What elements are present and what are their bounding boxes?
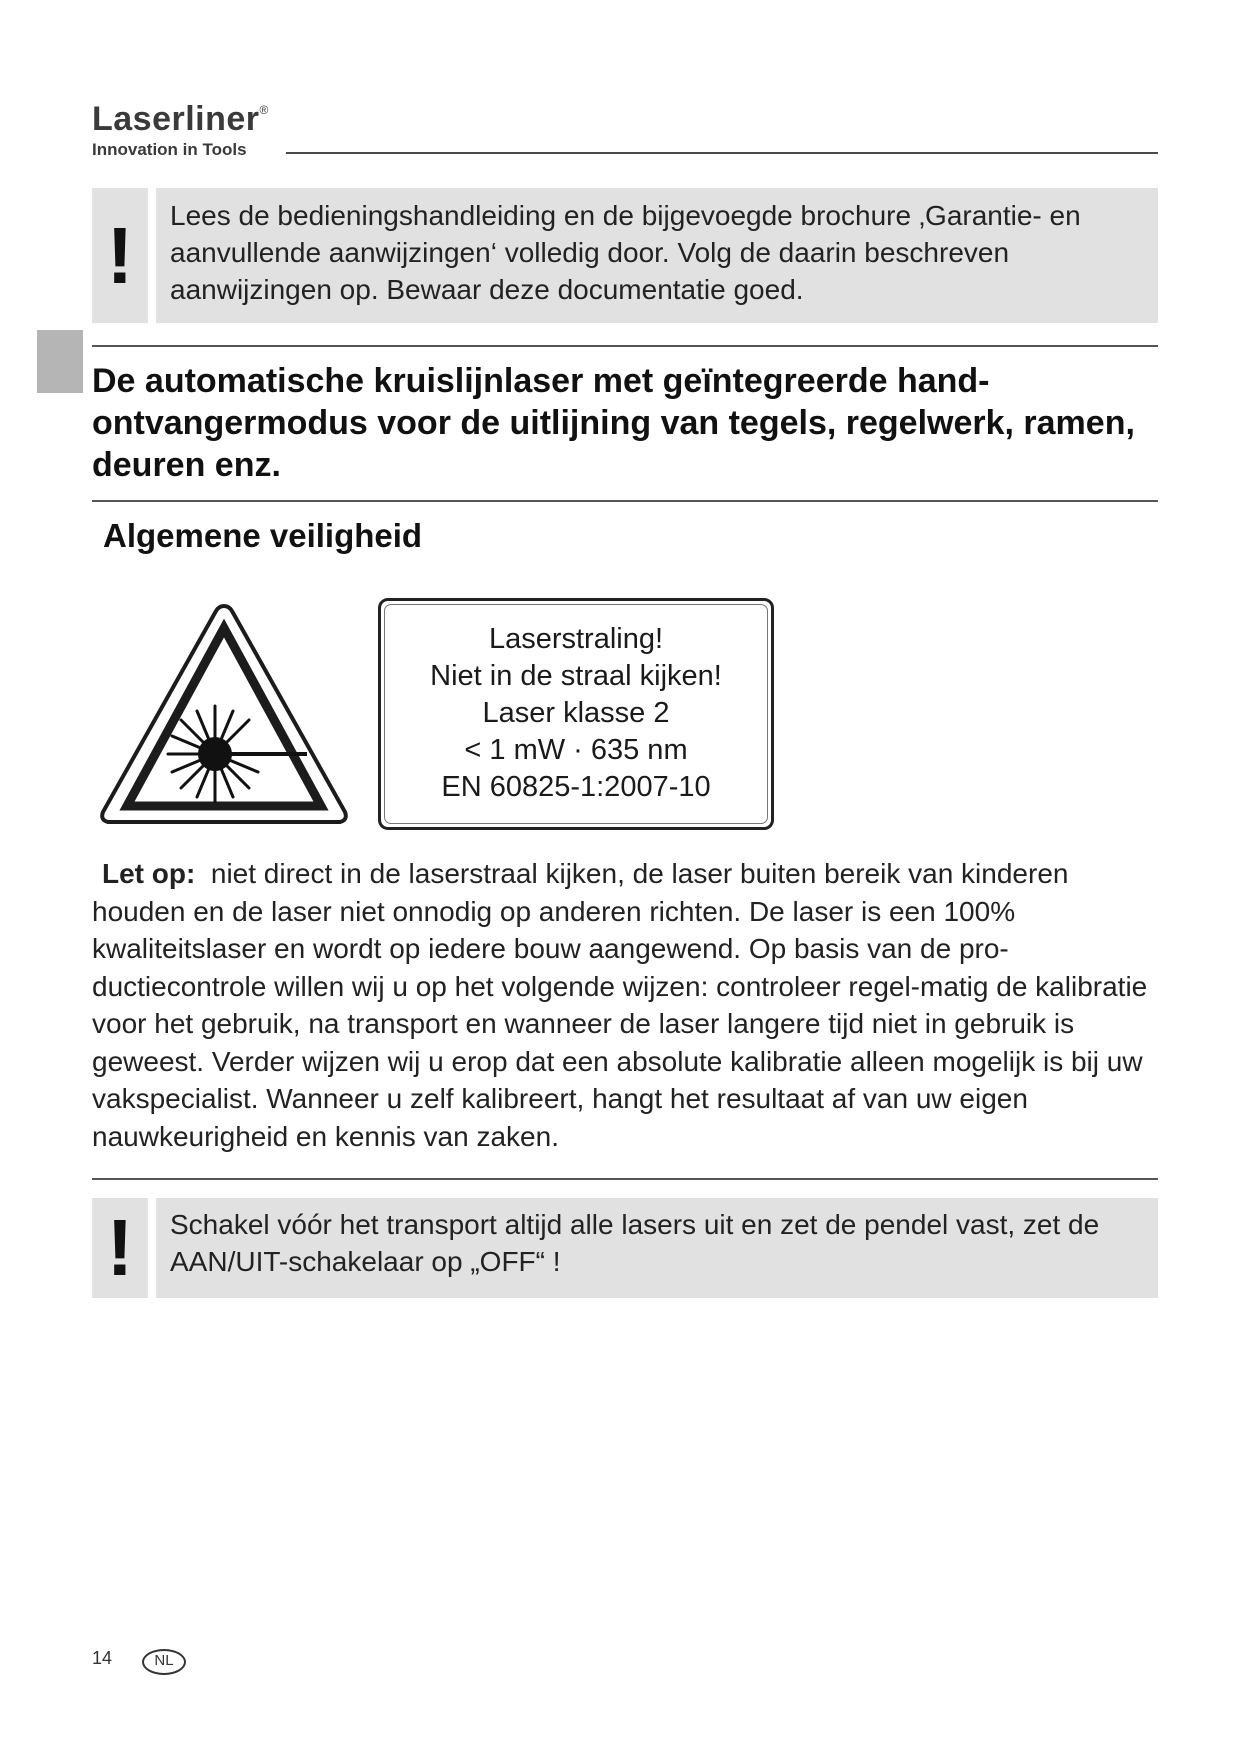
- notice-top-text: Lees de bedieningshandleiding en de bijgevoegde brochure ‚Garantie- en aanvullende aanwijzingen‘ volledig door. Volg de daarin beschreven aanwijzingen op. Bewaar deze documentatie goed.: [156, 188, 1158, 323]
- label-line: Laser klasse 2: [482, 697, 670, 729]
- section-heading: Algemene veiligheid: [103, 517, 423, 554]
- paragraph-lead: Let op:: [102, 858, 196, 889]
- header-divider: [286, 152, 1158, 154]
- label-line: EN 60825-1:2007-10: [441, 771, 711, 803]
- section-tab-marker: [37, 330, 83, 393]
- page-title: De automatische kruislijnlaser met geïntegreerde hand- ontvangermodus voor de uitlijning van tegels, regelwerk, ramen, deuren enz.: [92, 362, 1135, 484]
- divider: [92, 500, 1158, 502]
- paragraph-text: niet direct in de laserstraal kijken, de laser buiten bereik van kinderen houden en de laser niet onnodig op anderen richten. De laser is een 100% kwaliteitslaser en wordt op iedere bouw aangewend. Op basis van de pro-ductiecontrole willen wij u op het volgende wijzen: controleer regel-matig de kalibratie voor het gebruik, na transport en wanneer de laser langere tijd niet in gebruik is geweest. Verder wijzen wij u erop dat een absolute kalibratie alleen mogelijk is bij uw vakspecialist. Wanneer u zelf kalibreert, hangt het resultaat af van uw eigen nauwkeurigheid en kennis van zaken.: [92, 858, 1148, 1152]
- exclamation-icon: !: [92, 188, 148, 323]
- exclamation-icon: !: [92, 1198, 148, 1298]
- label-line: < 1 mW · 635 nm: [464, 734, 688, 766]
- laser-class-label: [378, 598, 774, 830]
- safety-paragraph: [92, 855, 1162, 1155]
- brand-name: Laserliner: [92, 100, 260, 138]
- divider: [92, 345, 1158, 347]
- language-badge: NL: [142, 1649, 186, 1675]
- brand-logo: [92, 102, 269, 136]
- label-line: Niet in de straal kijken!: [430, 660, 722, 692]
- brand-tagline: Innovation in Tools: [92, 140, 247, 159]
- label-line: Laserstraling!: [488, 623, 664, 655]
- page-number: 14: [92, 1648, 113, 1668]
- registered-mark: ®: [259, 103, 269, 117]
- notice-bottom-text: Schakel vóór het transport altijd alle lasers uit en zet de pendel vast, zet de AAN/UIT-schakelaar op „OFF“ !: [156, 1198, 1158, 1298]
- divider: [92, 1178, 1158, 1180]
- laser-warning-icon: [95, 598, 353, 834]
